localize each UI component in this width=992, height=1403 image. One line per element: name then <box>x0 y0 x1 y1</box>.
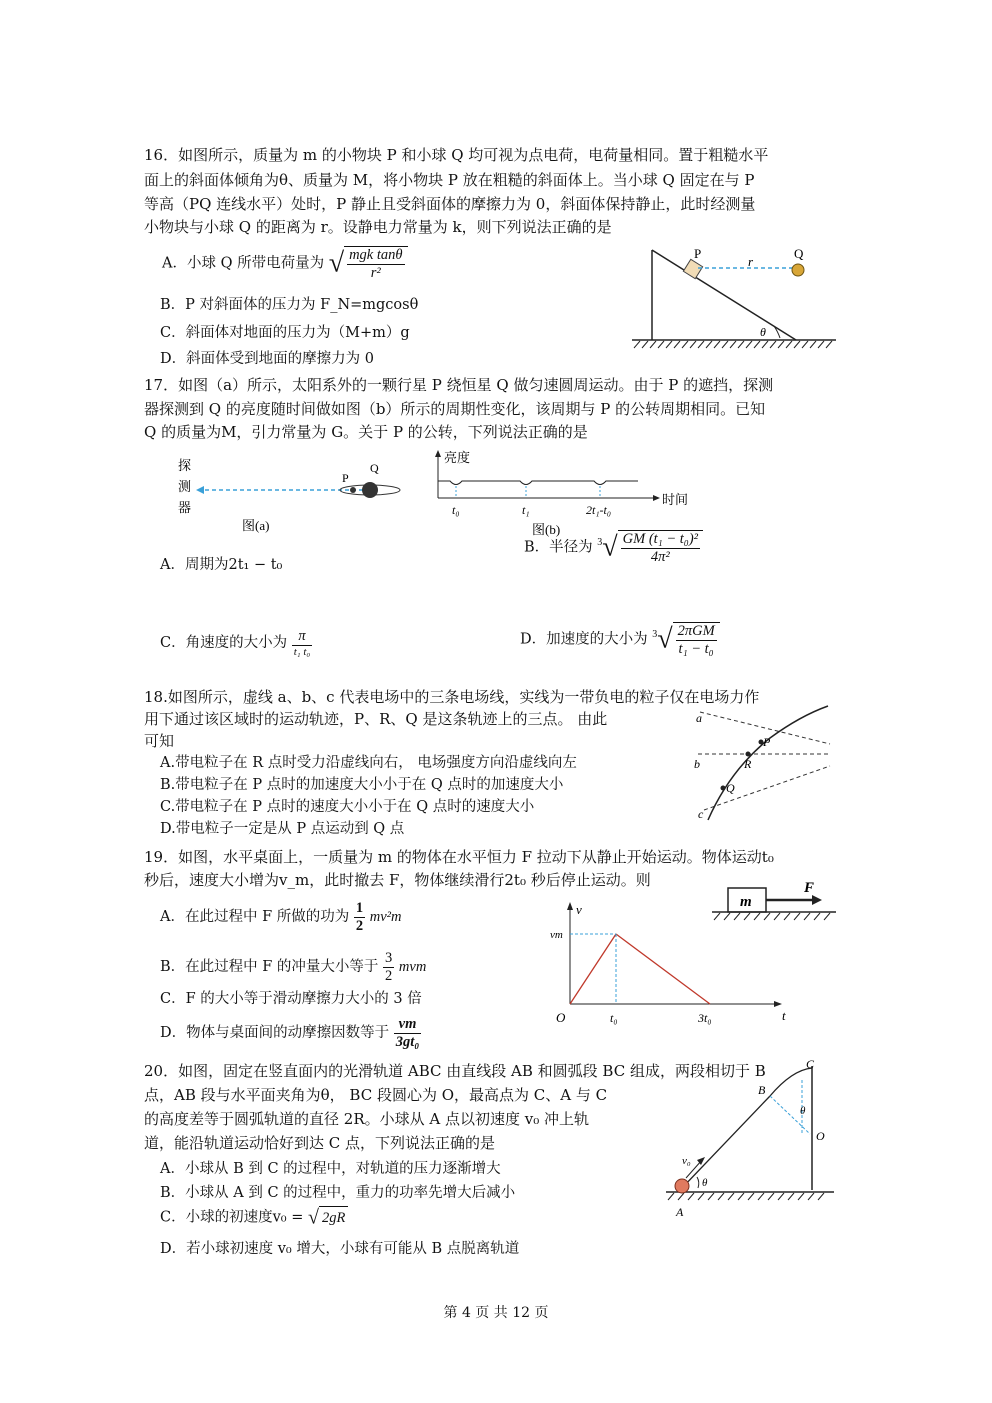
q19-option-b-text: B．在此过程中 F 的冲量大小等于 <box>160 959 379 976</box>
q19-vt-graph <box>544 900 794 1030</box>
fig-b-t0: t₀ <box>452 503 460 517</box>
q19-a-den: 2 <box>355 917 364 934</box>
q17-option-d-text: D．加速度的大小为 <box>520 631 648 648</box>
q20-option-c-text: C．小球的初速度v₀ = <box>160 1209 304 1226</box>
q17-option-b-text: B．半径为 <box>524 539 593 556</box>
q18-line-3: 可知 <box>144 732 175 750</box>
line-label-a: a <box>696 711 702 725</box>
fig-b-xlabel: 时间 <box>662 492 689 507</box>
label-theta: θ <box>760 325 766 339</box>
force-label-f: F <box>804 880 815 896</box>
origin-label: O <box>556 1010 566 1025</box>
q19-a-tail: mv²m <box>369 909 402 926</box>
label-c: C <box>806 1060 815 1071</box>
q18-line-2: 用下通过该区域时的运动轨迹，P、R、Q 是这条轨迹上的三点。 由此 <box>144 710 608 728</box>
detector-char-1: 探 <box>178 458 192 473</box>
label-a: A <box>676 1205 684 1219</box>
q20-option-b: B．小球从 A 到 C 的过程中，重力的功率先增大后减小 <box>160 1185 516 1201</box>
q17-line-3: Q 的质量为M，引力常量为 G。关于 P 的公转，下列说法正确的是 <box>144 423 588 441</box>
q19-option-d-text: D．物体与桌面间的动摩擦因数等于 <box>160 1025 390 1042</box>
figure-b-caption: 图(b) <box>532 522 561 537</box>
q19-b-num: 3 <box>385 950 393 966</box>
fig-b-t1: t₁ <box>522 503 530 517</box>
q17-d-den: t₁ − t₀ <box>678 640 714 657</box>
line-label-b: b <box>694 757 700 771</box>
point-label-p: P <box>763 735 771 749</box>
q18-field-figure <box>690 700 840 822</box>
q16-option-b: B．P 对斜面体的压力为 F_N=mgcosθ <box>160 297 419 313</box>
q17-b-den: 4π² <box>650 548 670 565</box>
label-q: Q <box>794 246 804 261</box>
fig-b-t2: 2t₁-t₀ <box>586 503 612 517</box>
ball-q <box>792 264 804 276</box>
label-p: P <box>694 246 702 261</box>
q20-line-3: 的高度差等于圆弧轨道的直径 2R。小球从 A 点以初速度 v₀ 冲上轨 <box>144 1110 590 1128</box>
label-v0: v₀ <box>682 1155 691 1167</box>
q17-d-num: 2πGM <box>677 623 715 639</box>
q16-line-3: 等高（PQ 连线水平）处时，P 静止且受斜面体的摩擦力为 0，斜面体保持静止，此时经测量 <box>144 195 756 213</box>
q16-a-num: mgk tanθ <box>349 247 403 263</box>
q19-d-num: vm <box>394 1016 422 1034</box>
cube-root-index-d: 3 <box>652 629 658 641</box>
point-label-q: Q <box>726 781 735 795</box>
q20-option-a: A．小球从 B 到 C 的过程中，对轨道的压力逐渐增大 <box>160 1161 501 1177</box>
detector-char-3: 器 <box>178 500 192 515</box>
q20-option-c <box>160 1206 348 1229</box>
q17-figure-a <box>170 452 410 542</box>
q20-track-figure <box>662 1060 842 1220</box>
q19-option-b <box>160 950 426 984</box>
label-theta-a: θ <box>702 1177 708 1189</box>
q16-a-den: r² <box>370 264 381 281</box>
block-label-m: m <box>740 894 752 910</box>
star-q <box>362 482 378 498</box>
cube-root-index-b: 3 <box>597 537 603 549</box>
q16-incline-figure <box>626 244 846 354</box>
q19-option-d <box>160 1016 421 1050</box>
axis-label-t: t <box>782 1008 786 1023</box>
q17-option-c-text: C．角速度的大小为 <box>160 635 288 652</box>
q20-line-2: 点，AB 段与水平面夹角为θ， BC 段圆心为 O，最高点为 C、A 与 C <box>144 1086 608 1104</box>
q19-option-c: C．F 的大小等于滑动摩擦力大小的 3 倍 <box>160 991 422 1007</box>
q17-option-b-formula: $^3$√ $\frac{\text{GM (t₁ − t₀)²}}{\text{4π²}}$ <box>597 530 703 565</box>
label-planet-p: P <box>342 471 349 485</box>
label-theta-o: θ <box>800 1105 806 1117</box>
q20-line-4: 道，能沿轨道运动恰好到达 C 点，下列说法正确的是 <box>144 1134 496 1152</box>
q18-option-d: D.带电粒子一定是从 P 点运动到 Q 点 <box>160 821 405 837</box>
block-p <box>683 259 702 278</box>
q18-option-a: A.带电粒子在 R 点时受力沿虚线向右， 电场强度方向沿虚线向左 <box>160 755 577 771</box>
q16-line-1: 16．如图所示，质量为 m 的小物块 P 和小球 Q 均可视为点电荷，电荷量相同。置于粗糙水平 <box>144 146 769 164</box>
q17-option-c <box>160 628 312 658</box>
label-star-q: Q <box>370 461 379 475</box>
fig-b-ylabel: 亮度 <box>444 450 471 465</box>
q19-b-den: 2 <box>385 967 393 984</box>
tick-label-vm: vm <box>550 929 563 941</box>
q17-c-den: t₁ t₀ <box>293 645 311 658</box>
q16-option-c: C．斜面体对地面的压力为（M+m）g <box>160 325 410 341</box>
q16-option-a <box>162 246 408 281</box>
tick-label-3t0: 3t₀ <box>698 1011 712 1025</box>
label-r: r <box>748 254 754 269</box>
label-b: B <box>758 1083 766 1097</box>
q16-line-4: 小物块与小球 Q 的距离为 r。设静电力常量为 k，则下列说法正确的是 <box>144 218 612 236</box>
q17-b-num: GM (t₁ − t₀)² <box>622 531 698 547</box>
q18-line-1: 18.如图所示，虚线 a、b、c 代表电场中的三条电场线，实线为一带负电的粒子仅在电场力作 <box>144 688 760 706</box>
q16-option-d: D．斜面体受到地面的摩擦力为 0 <box>160 351 374 367</box>
q20-option-c-formula: √ 2gR <box>308 1206 348 1229</box>
axis-label-v: v <box>576 902 582 917</box>
q20-option-d: D．若小球初速度 v₀ 增大，小球有可能从 B 点脱离轨道 <box>160 1241 520 1257</box>
q19-option-a-text: A．在此过程中 F 所做的功为 <box>160 909 350 926</box>
q17-option-a: A．周期为2t₁ − t₀ <box>160 557 283 573</box>
q18-option-c: C.带电粒子在 P 点时的速度大小小于在 Q 点时的速度大小 <box>160 799 535 815</box>
figure-a-caption: 图(a) <box>242 518 270 533</box>
q17-option-b <box>524 530 703 565</box>
q17-line-1: 17．如图（a）所示，太阳系外的一颗行星 P 绕恒星 Q 做匀速圆周运动。由于 P 的遮挡，探测 <box>144 376 774 394</box>
line-label-c: c <box>698 807 704 821</box>
q16-line-2: 面上的斜面体倾角为θ、质量为 M，将小物块 P 放在粗糙的斜面体上。当小球 Q 固定在与 P <box>144 171 755 189</box>
label-o: O <box>816 1129 825 1143</box>
q19-a-num: 1 <box>355 900 364 916</box>
tick-label-t0: t₀ <box>610 1011 618 1025</box>
ball <box>675 1179 689 1193</box>
point-label-r: R <box>744 757 752 771</box>
q20-c-rad: 2gR <box>319 1206 348 1229</box>
q16-option-a-formula: √ $\frac{\text{mgk tanθ}}{\text{r²}}$ <box>329 246 408 281</box>
q17-option-d-formula: $^3$√ $\frac{\text{2πGM}}{\text{t₁ − t₀}}$ <box>652 622 719 657</box>
planet-p <box>350 487 356 493</box>
detector-char-2: 测 <box>178 479 192 494</box>
q19-b-tail: mvm <box>398 959 427 976</box>
q19-option-a <box>160 900 401 934</box>
q17-c-num: π <box>292 628 313 646</box>
q20-line-1: 20．如图，固定在竖直面内的光滑轨道 ABC 由直线段 AB 和圆弧段 BC 组成，两段相切于 B <box>144 1062 766 1080</box>
q19-d-den: 3gt₀ <box>395 1033 420 1050</box>
q19-line-1: 19．如图，水平桌面上，一质量为 m 的物体在水平恒力 F 拉动下从静止开始运动。物体运动t₀ <box>144 848 774 866</box>
q18-option-b: B.带电粒子在 P 点时的加速度大小小于在 Q 点时的加速度大小 <box>160 777 564 793</box>
q17-option-d <box>520 622 720 657</box>
page-footer: 第 4 页 共 12 页 <box>443 1305 549 1321</box>
q19-line-2: 秒后，速度大小增为v_m，此时撤去 F，物体继续滑行2t₀ 秒后停止运动。则 <box>144 871 651 889</box>
q17-figure-b <box>428 448 698 540</box>
q17-line-2: 器探测到 Q 的亮度随时间做如图（b）所示的周期性变化，该周期与 P 的公转周期相同。已知 <box>144 400 766 418</box>
q16-option-a-text: A．小球 Q 所带电荷量为 <box>162 255 325 272</box>
